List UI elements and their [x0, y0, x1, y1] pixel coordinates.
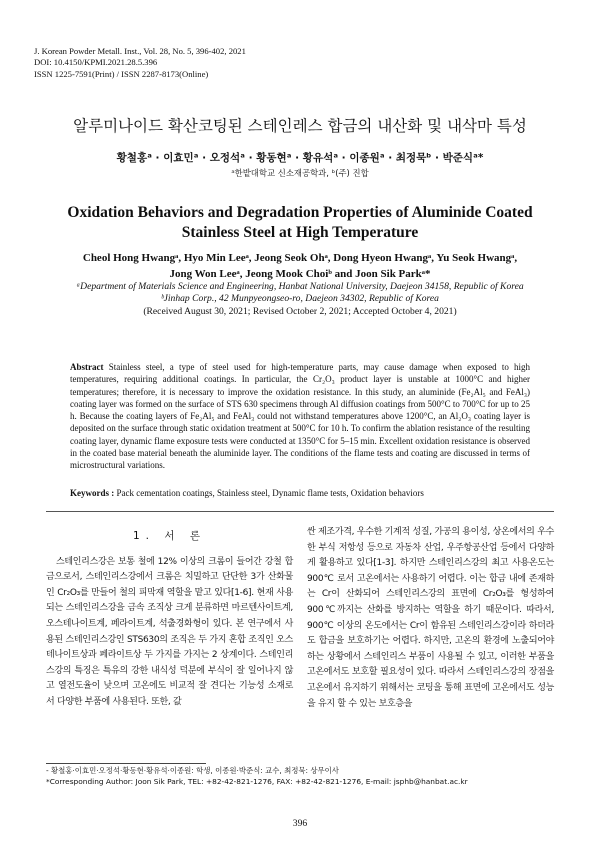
body-paragraph-left: 스테인리스강은 보통 철에 12% 이상의 크롬이 들어간 강철 합금으로서, 스테인리스강에서 크롬은 치밀하고 단단한 3가 산화물인 Cr₂O₃를 만들어 철의 피막재 역할을 맡고 있다[1-6]. 현재 사용되는 스테인리스강을 금속 조직상 크게 분류하면 마르텐사이트계, 오스테나이트계, 페라이트계, 석출경화형이 있다. 본 연구에서 사용된 스테인리스강인 STS630의 조직은 두 가지 혼합 조직인 오스테나이트상과 페라이트상 두 가지를 가지는 2 상계이다. 스테인리스강의 특징은 특유의 강한 내식성 덕분에 부식이 잘 일어나지 않고 열전도율이 낮으며 고온에도 비교적 잘 견디는 기능성 소재로서 다양한 부품에 사용된다. 또한, 값	[46, 556, 293, 707]
body-column-right	[307, 525, 554, 712]
affiliation-english-b: ᵇJinhap Corp., 42 Munpyeongseo-ro, Daejeon 34302, Republic of Korea	[161, 293, 439, 305]
authors-english	[40, 251, 560, 282]
footnote-roles: - 황철홍·이효민·오정석·황동현·황유석·이종원: 학생, 이종원·박준식: 교수, 최정묵: 상무이사	[46, 766, 339, 775]
affiliation-korean: ᵃ한밭대학교 신소재공학과, ᵇ(주) 진합	[231, 168, 369, 178]
authors-korean: 황철홍ᵃ · 이효민ᵃ · 오정석ᵃ · 황동현ᵃ · 황유석ᵃ · 이종원ᵃ · 최정묵ᵇ · 박준식ᵃ*	[116, 152, 484, 164]
authors-english-line-1: Cheol Hong Hwangᵃ, Hyo Min Leeᵃ, Jeong Seok Ohᵃ, Dong Hyeon Hwangᵃ, Yu Seok Hwangᵃ,	[82, 252, 518, 264]
journal-header	[34, 46, 246, 80]
title-english	[0, 203, 600, 243]
doi: DOI: 10.4150/KPMI.2021.28.5.396	[34, 57, 158, 68]
abstract-text: Stainless steel, a type of steel used for high-temperature parts, may cause damage when exposed to high temperatures, requiring additional coatings. In particular, the Cr₂O₃ product layer is unstable at 1000°C and higher temperatures; therefore, it is necessary to improve the oxidation resistance. In this study, an aluminide (Fe₂Al₅ and FeAl₃) coating layer was formed on the surface of STS 630 specimens through Al diffusion coatings from 500°C to 700°C for up to 25 h. Because the coating layers of Fe₂Al₅ and FeAl₃ could not withstand temperatures above 1200°C, an Al₂O₃ coating layer is deposited on the surface through static oxidation treatment at 500°C for 10 h. To confirm the ablation resistance of the resulting coating layer, dynamic flame exposure tests were conducted at 1350°C for 5–15 min. Excellent oxidation resistance is observed in the coated base material beneath the aluminide layer. The conditions of the flame tests and coating are discussed in terms of microstructural variations.	[70, 362, 530, 471]
footnote-corresponding-author: *Corresponding Author: Joon Sik Park, TEL: +82-42-821-1276, FAX: +82-42-821-1276, E-mail: jsphb@hanbat.ac.kr	[46, 776, 468, 786]
title-english-line-1: Oxidation Behaviors and Degradation Properties of Aluminide Coated	[67, 204, 533, 221]
keywords	[70, 488, 540, 498]
authors-english-line-2: Jong Won Leeᵃ, Jeong Mook Choiᵇ and Joon Sik Parkᵃ*	[169, 267, 431, 280]
body-paragraph-right: 싼 제조가격, 우수한 기계적 성질, 가공의 용이성, 상온에서의 우수한 부식 저항성 등으로 자동차 산업, 우주항공산업 등에서 다양하게 활용하고 있다[1-3]. 하지만 스테인리스강의 최고 사용온도는 900℃ 로서 고온에서는 사용하기 어렵다. 이는 합금 내에 존재하는 Cr이 산화되어 스테인리스강의 표면에 Cr₂O₃를 형성하여 900℃까지는 산화를 방지하는 역할을 하기 때문이다. 따라서, 900℃ 이상의 온도에서는 Cr이 함유된 스테인리스강이라 하더라도 합금을 보호하기는 어렵다. 하지만, 고온의 환경에 노출되어야 하는 상황에서 스테인리스 부품이 사용될 수 있고, 이러한 부품을 고온에서도 보호할 필요성이 있다. 따라서 스테인리스강의 장점을 고온에서 유지하기 위해서는 코팅을 통해 표면에 고온에서도 성능을 유지 할 수 있는 보호층을	[307, 527, 554, 709]
abstract-label: Abstract	[70, 362, 104, 372]
title-english-line-2: Stainless Steel at High Temperature	[181, 224, 419, 241]
journal-citation: J. Korean Powder Metall. Inst., Vol. 28, No. 5, 396-402, 2021	[34, 46, 246, 56]
issn: ISSN 1225-7591(Print) / ISSN 2287-8173(Online)	[34, 68, 209, 79]
footnotes	[46, 766, 468, 787]
keywords-label: Keywords :	[70, 488, 115, 498]
footnote-divider	[46, 763, 206, 764]
page-number: 396	[292, 818, 308, 829]
title-korean: 알루미나이드 확산코팅된 스테인레스 합금의 내산화 및 내삭마 특성	[73, 117, 527, 135]
body-column-left	[46, 525, 293, 711]
keywords-text: Pack cementation coatings, Stainless steel, Dynamic flame tests, Oxidation behaviors	[116, 488, 424, 498]
section-heading: 1. 서 론	[133, 530, 206, 542]
received-dates: (Received August 30, 2021; Revised October 2, 2021; Accepted October 4, 2021)	[143, 306, 457, 317]
affiliation-english	[34, 281, 566, 305]
affiliation-english-a: ᵃDepartment of Materials Science and Engineering, Hanbat National University, Daejeon 34158, Republic of Korea	[76, 281, 524, 292]
abstract	[70, 361, 530, 472]
section-divider	[46, 511, 554, 512]
